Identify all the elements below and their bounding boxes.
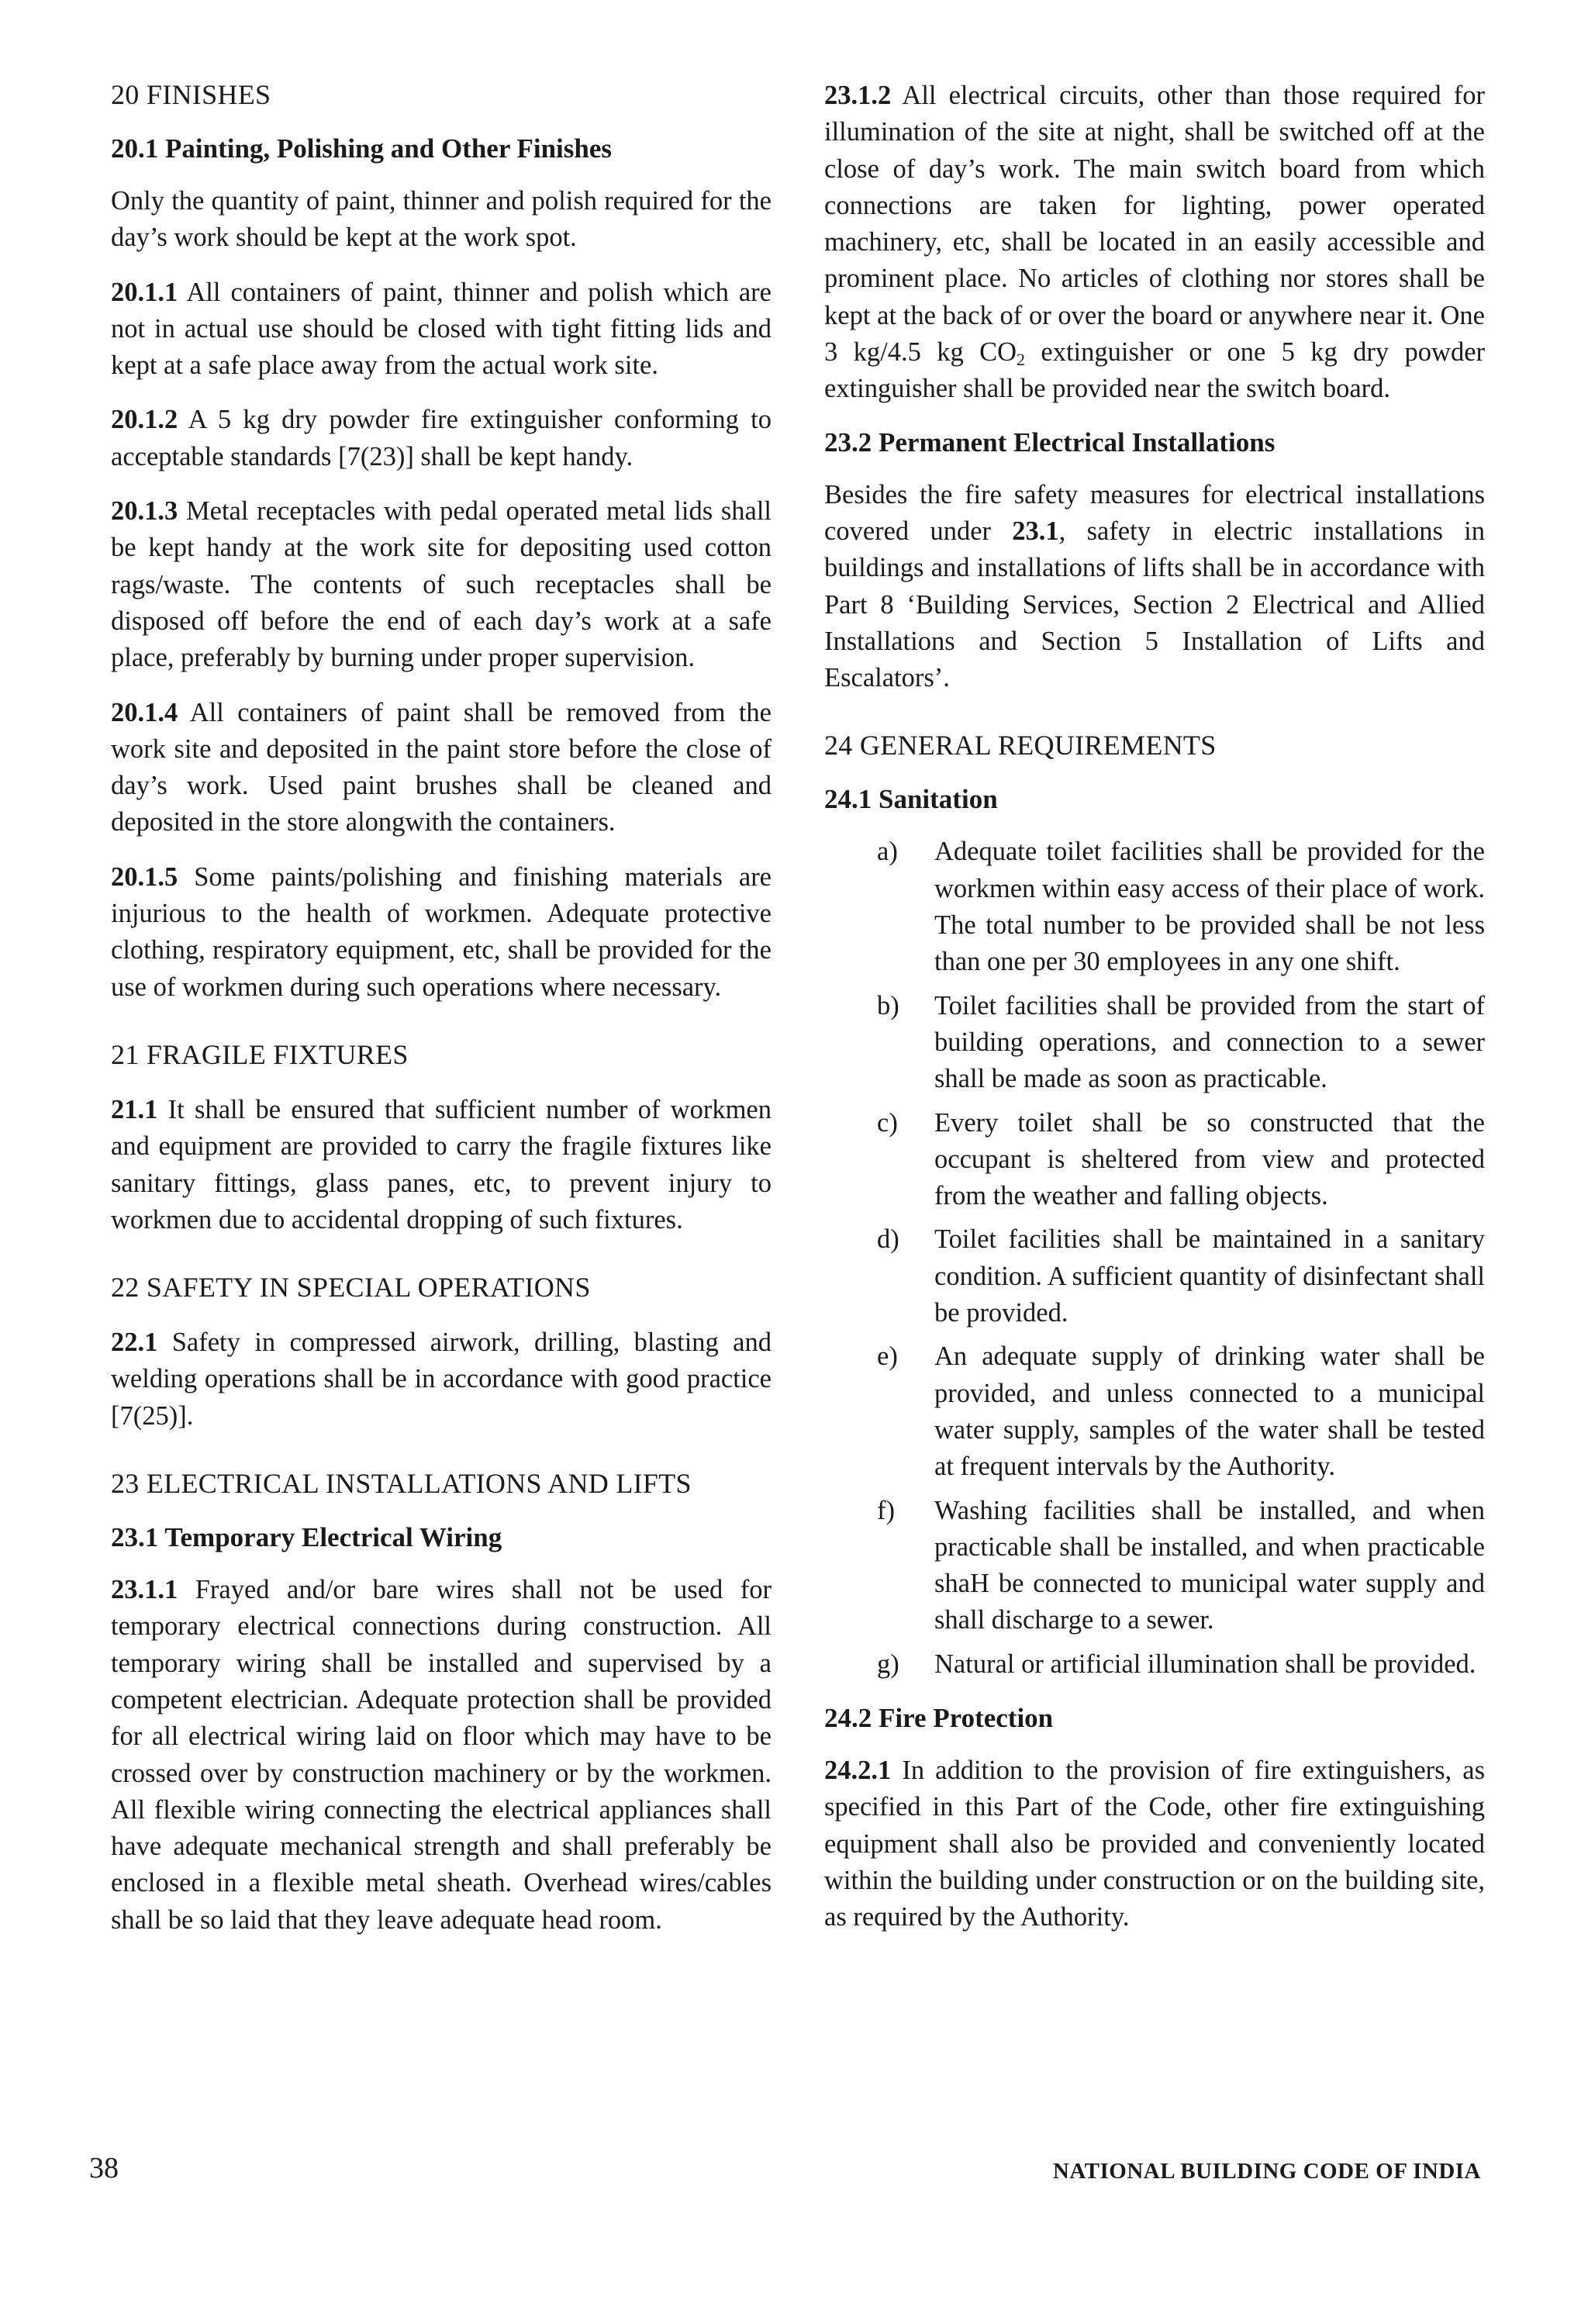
list-item [824,1105,1485,1215]
list-item [824,834,1485,980]
list-item [824,1221,1485,1331]
section-23-2-heading: 23.2 Permanent Electrical Installations [824,426,1276,458]
list-item [824,1338,1485,1485]
clause-20-1-1 [111,275,772,385]
list-item-text: Toilet facilities shall be provided from the start of building operations, and connection to a sewer shall be made as soon as practicable. [934,990,1485,1094]
clause-number: 20.1.4 [111,697,178,727]
right-column [824,78,1485,1953]
clause-22-1 [111,1324,772,1435]
clause-24-2-1 [824,1752,1485,1936]
paragraph-text-cont: , safety in electric installations in buildings and installations of lifts shall be in accordance with Part 8 ‘Building Services, Section 2 Electrical and Allied Installations and Section 5 Installation of Lifts and Escalators’. [824,516,1485,693]
clause-number: 23.1.2 [824,81,892,110]
list-marker: a) [877,837,898,867]
clause-text: Some paints/polishing and finishing materials are injurious to the health of workmen. Adequate protective clothing, respiratory equipment, etc, shall be provided for the use of workmen during such operations where necessary. [111,862,772,1002]
list-item-text: Natural or artificial illumination shall be provided. [934,1649,1476,1679]
list-marker: g) [877,1649,899,1679]
section-20-1-heading: 20.1 Painting, Polishing and Other Finishes [111,133,613,164]
clause-text: Frayed and/or bare wires shall not be used for temporary electrical connections during construction. All temporary wiring shall be installed and supervised by a competent electrician. Adequate protection shall be provided for all electrical wiring laid on floor which may have to be crossed over by construction machinery or by the workmen. All flexible wiring connecting the electrical appliances shall have adequate mechanical strength and shall preferably be enclosed in a flexible metal sheath. Overhead wires/cables shall be so laid that they leave adequate head room. [111,1575,772,1935]
clause-21-1 [111,1092,772,1238]
section-24-1-heading: 24.1 Sanitation [824,784,998,815]
clause-number: 21.1 [111,1094,158,1124]
list-item-text: Adequate toilet facilities shall be provided for the workmen within easy access of their place of work. The total number to be provided shall be not less than one per 30 employees in any one shift. [934,837,1485,977]
clause-number: 24.2.1 [824,1755,892,1785]
subscript-2: 2 [1017,350,1026,370]
list-item [824,1493,1485,1639]
list-item-text: Every toilet shall be so constructed that the occupant is sheltered from view and protected from the weather and falling objects. [934,1107,1485,1211]
clause-text: Metal receptacles with pedal operated metal lids shall be kept handy at the work site for depositing used cotton rags/waste. The contents of such receptacles shall be disposed off before the end of each day’s work at a safe place, preferably by burning under proper supervision. [111,496,772,673]
running-footer-title: NATIONAL BUILDING CODE OF INDIA [1052,2159,1481,2184]
clause-number: 20.1.2 [111,405,178,435]
clause-20-1-4 [111,695,772,841]
section-24-heading: 24 GENERAL REQUIREMENTS [824,730,1217,761]
list-item-text: Washing facilities shall be installed, and when practicable shall be installed, and when practicable shaH be connected to municipal water supply and shall discharge to a sewer. [934,1495,1485,1635]
section-21-heading: 21 FRAGILE FIXTURES [111,1038,409,1070]
section-24-2-heading: 24.2 Fire Protection [824,1702,1054,1733]
list-marker: e) [877,1342,898,1372]
list-marker: c) [877,1107,898,1138]
paragraph-23-2 [824,477,1485,697]
list-marker: b) [877,990,899,1020]
clause-text: All containers of paint shall be removed from the work site and deposited in the paint store before the close of day’s work. Used paint brushes shall be cleaned and deposited in the store alongwith the containers. [111,697,772,837]
paragraph-text: Besides the fire safety measures for electrical installations covered under [824,479,1485,546]
clause-text: In addition to the provision of fire extinguishers, as specified in this Part of the Code, other fire extinguishing equipment shall also be provided and conveniently located within the building under construction or on the building site, as required by the Authority. [824,1755,1485,1932]
clause-number: 20.1.1 [111,277,178,307]
clause-number: 20.1.5 [111,862,178,892]
list-item [824,988,1485,1098]
clause-23-1-1 [111,1572,772,1939]
clause-number: 23.1.1 [111,1575,178,1605]
page-number: 38 [89,2152,119,2184]
list-marker: d) [877,1224,899,1255]
clause-23-1-2 [824,78,1485,408]
list-item [824,1646,1485,1683]
paragraph-20-1: Only the quantity of paint, thinner and polish required for the day’s work should be kept at the work spot. [111,186,772,253]
clause-20-1-5 [111,859,772,1006]
section-23-heading: 23 ELECTRICAL INSTALLATIONS AND LIFTS [111,1468,692,1500]
section-23-1-heading: 23.1 Temporary Electrical Wiring [111,1522,502,1553]
clause-text: A 5 kg dry powder fire extinguisher conforming to acceptable standards [7(23)] shall be kept handy. [111,405,772,471]
sanitation-list [824,834,1485,1683]
clause-20-1-3 [111,493,772,676]
clause-text: All containers of paint, thinner and polish which are not in actual use should be closed with tight fitting lids and kept at a safe place away from the actual work site. [111,277,772,381]
section-20-heading: 20 FINISHES [111,79,271,110]
clause-text-cont: extinguisher or one 5 kg dry powder extinguisher shall be provided near the switch board. [824,337,1485,404]
clause-number: 22.1 [111,1328,158,1358]
left-column [111,78,772,1956]
list-item-text: Toilet facilities shall be maintained in a sanitary condition. A sufficient quantity of disinfectant shall be provided. [934,1224,1485,1328]
clause-reference: 23.1 [1012,516,1059,546]
list-marker: f) [877,1495,895,1525]
clause-number: 20.1.3 [111,496,178,527]
clause-text: All electrical circuits, other than those required for illumination of the site at night, shall be switched off at the close of day’s work. The main switch board from which connections are taken for lighting, power operated machinery, etc, shall be located in an easily accessible and prominent place. No articles of clothing nor stores shall be kept at the back of or over the board or anywhere near it. One 3 kg/4.5 kg CO [824,81,1485,368]
clause-20-1-2 [111,402,772,475]
clause-text: It shall be ensured that sufficient number of workmen and equipment are provided to carry the fragile fixtures like sanitary fittings, glass panes, etc, to prevent injury to workmen due to accidental dropping of such fixtures. [111,1094,772,1235]
clause-text: Safety in compressed airwork, drilling, blasting and welding operations shall be in accordance with good practice [7(25)]. [111,1328,772,1431]
section-22-heading: 22 SAFETY IN SPECIAL OPERATIONS [111,1272,591,1304]
list-item-text: An adequate supply of drinking water shall be provided, and unless connected to a municipal water supply, samples of the water shall be tested at frequent intervals by the Authority. [934,1342,1485,1482]
